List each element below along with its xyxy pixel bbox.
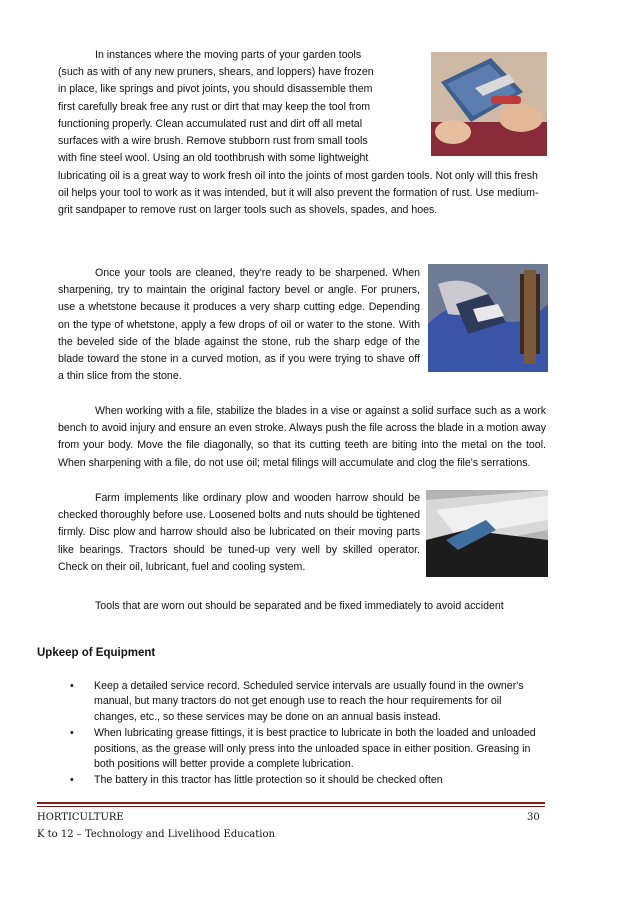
footer-page-number: 30: [527, 812, 540, 823]
footer-rule: [37, 802, 545, 804]
paragraph-line: (such as with of any new pruners, shears, and loppers) have frozen: [58, 66, 374, 79]
paragraph-rust-cleaning: [58, 47, 430, 167]
photo-file-on-blade: [426, 490, 548, 577]
photo-pruner-whetstone-art: [431, 52, 547, 156]
paragraph-line: with fine steel wool. Using an old toothbrush with some lightweight: [58, 152, 369, 165]
paragraph-line: In instances where the moving parts of your garden tools: [95, 49, 362, 61]
list-item: [62, 773, 546, 788]
footer-rule-thin: [37, 806, 545, 807]
photo-file-on-blade-art: [426, 490, 548, 577]
paragraph-line: in place, like springs and pivot joints, you should disassemble them: [58, 83, 373, 96]
bullet-glyph: •: [70, 774, 74, 787]
paragraph-sharpening: Once your tools are cleaned, they're ready to be sharpened. When sharpening, try to maintain the original factory bevel or angle. For pruners, use a whetstone because it produces a very sharp cutting edge. Depending on the type of whetstone, apply a few drops of oil or water to the stone. With the beveled side of the blade against the stone, rub the sharp edge of the blade toward the stone in a curved motion, as if you were trying to shave off a thin slice from the stone.: [58, 267, 420, 383]
section-heading: Upkeep of Equipment: [37, 647, 156, 659]
paragraph-rust-cleaning-continued: lubricating oil is a great way to work fresh oil into the joints of most garden tools. Not only will this fresh oil helps your tool to work as it was intended, but it will also prevent the formation of rust. Use medium-grit sandpaper to remove rust on larger tools such as shovels, spades, and hoes.: [58, 170, 539, 217]
list-item-text: When lubricating grease fittings, it is best practice to lubricate in both the loaded and unloaded positions, as the grease will only press into the unloaded space in either position. Greasing in both positions will better provide a complete lubrication.: [94, 727, 536, 771]
photo-blade-cleaning-art: [428, 264, 548, 372]
photo-pruner-whetstone: [431, 52, 547, 156]
paragraph-file-sharpening: When working with a file, stabilize the blades in a vise or against a solid surface such as a work bench to avoid injury and ensure an even stroke. Always push the file across the blade in a motion away from your body. Move the file diagonally, so that its cutting teeth are biting into the metal on the tool. When sharpening with a file, do not use oil; metal filings will accumulate and clog the file's serrations.: [58, 405, 546, 469]
bullet-glyph: •: [70, 680, 74, 692]
bullet-glyph: •: [70, 727, 74, 740]
list-item: [62, 726, 546, 772]
paragraph-line: functioning properly. Clean accumulated rust and dirt off all metal: [58, 117, 363, 130]
paragraph-worn-tools: Tools that are worn out should be separated and be fixed immediately to avoid accident: [95, 600, 504, 612]
photo-blade-cleaning: [428, 264, 548, 372]
list-item-text: The battery in this tractor has little protection so it should be checked often: [94, 774, 443, 787]
footer-subject: HORTICULTURE: [37, 812, 124, 823]
footer-program: K to 12 – Technology and Livelihood Education: [37, 829, 275, 840]
list-item-text: Keep a detailed service record. Scheduled service intervals are usually found in the owner's manual, but many tractors do not get enough use to reach the hour requirements for oil changes, etc., so these services may be done on an annual basis instead.: [94, 680, 524, 723]
paragraph-line: surfaces with a wire brush. Remove stubborn rust from small tools: [58, 135, 368, 148]
maintenance-bullet-list: [62, 679, 546, 790]
list-item: [62, 679, 546, 725]
paragraph-line: first carefully break free any rust or dirt that may keep the tool from: [58, 100, 371, 113]
paragraph-farm-implements: Farm implements like ordinary plow and wooden harrow should be checked thoroughly before use. Loosened bolts and nuts should be tightened firmly. Disc plow and harrow should also be lubricated on their moving parts like bearings. Tractors should be tuned-up very well by skilled operator. Check on their oil, lubricant, fuel and cooling system.: [58, 492, 420, 573]
